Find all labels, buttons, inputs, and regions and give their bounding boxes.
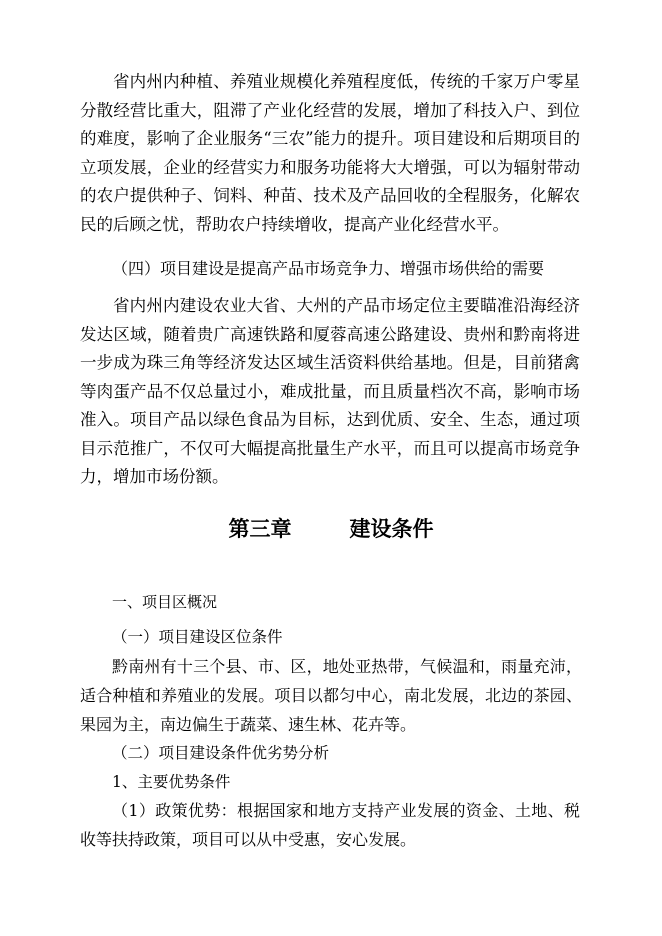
subsection-swot: （二）项目建设条件优劣势分析 [112,744,330,762]
chapter-title: 建设条件 [349,516,434,541]
subsection-advantages: 1、主要优势条件 [112,773,231,791]
heading-market-competitiveness: （四）项目建设是提高产品市场竞争力、增强市场供给的需要 [112,259,545,278]
subsection-location: （一）项目建设区位条件 [112,628,283,646]
paragraph-location: 黔南州有十三个县、市、区，地处亚热带，气候温和，雨量充沛，适合种植和养殖业的发展。项目以都匀中心，南北发展，北边的茶园、果园为主，南边偏生于蔬菜、速生林、花卉等。 [80,657,582,734]
section-heading-overview: 一、项目区概况 [112,593,218,611]
chapter-number: 第三章 [228,516,292,541]
paragraph-industrialization: 省内州内种植、养殖业规模化养殖程度低，传统的千家万户零星分散经营比重大，阻滞了产业化经营的发展，增加了科技入户、到位的难度，影响了企业服务“三农”能力的提升。项目建设和后期项目的立项发展，企业的经营实力和服务功能将大大增强，可以为辐射带动的农户提供种子、饲料、种苗、技术及产品回收的全程服务，化解农民的后顾之忧，帮助农户持续增收，提高产业化经营水平。 [80,72,580,234]
paragraph-policy-advantage: （1）政策优势：根据国家和地方支持产业发展的资金、土地、税收等扶持政策，项目可以从中受惠，安心发展。 [80,801,580,849]
paragraph-market-positioning: 省内州内建设农业大省、大州的产品市场定位主要瞄准沿海经济发达区域，随着贵广高速铁路和厦蓉高速公路建设、贵州和黔南将进一步成为珠三角等经济发达区域生活资料供给基地。但是，目前猪禽等肉蛋产品不仅总量过小，难成批量，而且质量档次不高，影响市场准入。项目产品以绿色食品为目标，达到优质、安全、生态，通过项目示范推广，不仅可大幅提高批量生产水平，而且可以提高市场竞争力，增加市场份额。 [80,296,580,486]
chapter-heading [0,514,662,544]
